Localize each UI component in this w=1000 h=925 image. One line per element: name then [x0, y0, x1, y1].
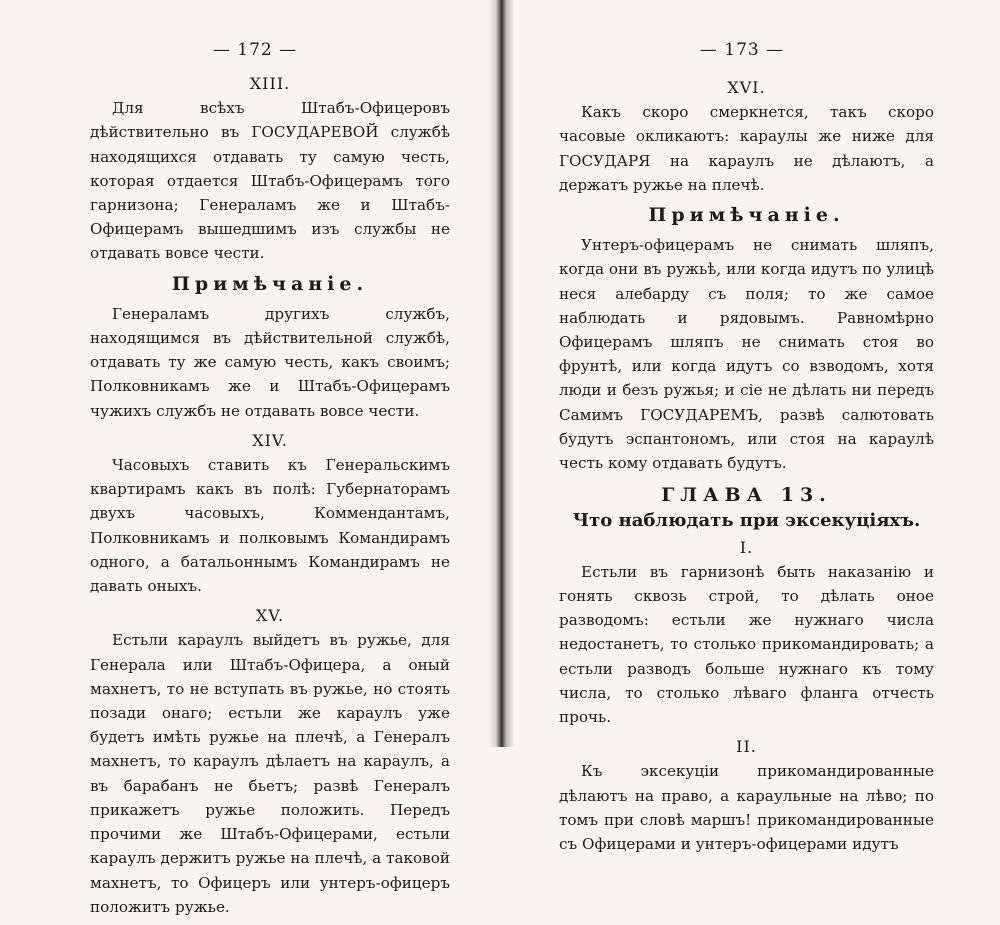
note-heading: Примѣчаніе. [171, 272, 369, 295]
note-heading: Примѣчаніе. [648, 204, 845, 227]
section-heading: XIV. [252, 430, 288, 450]
section-heading: XIII. [249, 74, 291, 93]
section-heading: I. [739, 537, 754, 557]
paragraph: Часовыхъ ставить къ Генеральскимъ квартирамъ какъ въ полѣ: Губернаторамъ двухъ часовыхъ, Коммендантамъ, Полковникамъ и полковымъ Командирамъ одного, а батальоннымъ Командирамъ не давать оныхъ. [90, 456, 450, 596]
page-number: — 173 — [699, 40, 785, 60]
page-number: — 172 — [212, 40, 298, 60]
book-gutter [488, 0, 514, 747]
paragraph: Къ эксекуціи прикомандированные дѣлаютъ на право, а караульные на лѣво; по томъ при словѣ маршъ! прикомандированные съ Офицерами и унтеръ-офицерами идутъ [559, 762, 934, 854]
paragraph: Какъ скоро смеркнется, такъ скоро часовые окликаютъ: караулы же ниже для ГОСУДАРЯ на караулъ не дѣлаютъ, а держатъ ружье на плечѣ. [559, 103, 934, 194]
paragraph: Естьли караулъ выйдетъ въ ружье, для Генерала или Штабъ-Офицера, а оный махнетъ, то не вступать въ ружье, но стоять позади онаго; естьли же караулъ уже будетъ имѣть ружье на плечѣ, а Генералъ махнетъ, то караулъ дѣлаетъ на караулъ, а въ барабанъ не бьетъ; развѣ Генералъ прикажетъ ружье положить. Передъ прочими же Штабъ-Офицерами, естьли караулъ держитъ ружье на плечѣ, а таковой махнетъ, то Офицеръ или унтеръ-офицеръ положитъ ружье. [90, 631, 450, 916]
section-heading: II. [736, 737, 757, 757]
page-text [90, 72, 450, 925]
paragraph: Для всѣхъ Штабъ-Офицеровъ дѣйствительно въ ГОСУДАРЕВОЙ службѣ находящихся отдавать ту самую честь, которая отдается Штабъ-Офицерамъ того гарнизона; Генераламъ же и Штабъ-Офицерамъ вышедшимъ изъ службы не отдавать вовсе чести. [90, 99, 450, 263]
paragraph: Унтеръ-офицерамъ не снимать шляпъ, когда они въ ружьѣ, или когда идутъ по улицѣ неся алебарду съ поля; то же самое наблюдать и рядовымъ. Равномѣрно Офицерамъ шляпъ не снимать стоя во фрунтѣ, или когда идутъ со взводомъ, хотя люди и безъ ружья; и сіе не дѣлать ни передъ Самимъ ГОСУДАРЕМЪ, развѣ салютовать будутъ эспантономъ, или стоя на караулѣ честь кому отдавать будутъ. [559, 236, 934, 473]
section-heading: XV. [255, 606, 285, 626]
section-heading: XVI. [727, 78, 766, 97]
page-text [559, 76, 934, 862]
right-page [514, 0, 1000, 854]
chapter-heading: ГЛАВА 13. [661, 484, 832, 507]
paragraph: Естьли въ гарнизонѣ быть наказанію и гонять сквозь строй, то дѣлать оное разводомъ: естьли же нужнаго числа недостанетъ, то столько прикомандировать; а естьли разводъ больше нужнаго къ тому числа, то столько лѣваго фланга отчесть прочь. [559, 562, 934, 727]
chapter-subtitle: Что наблюдать при эксекуціяхъ. [572, 510, 921, 532]
left-page [0, 0, 488, 916]
paragraph: Генераламъ другихъ службъ, находящимся въ дѣйствительной службѣ, отдавать ту же самую честь, какъ своимъ; Полковникамъ же и Штабъ-Офицерамъ чужихъ службъ не отдавать вовсе чести. [90, 304, 450, 420]
